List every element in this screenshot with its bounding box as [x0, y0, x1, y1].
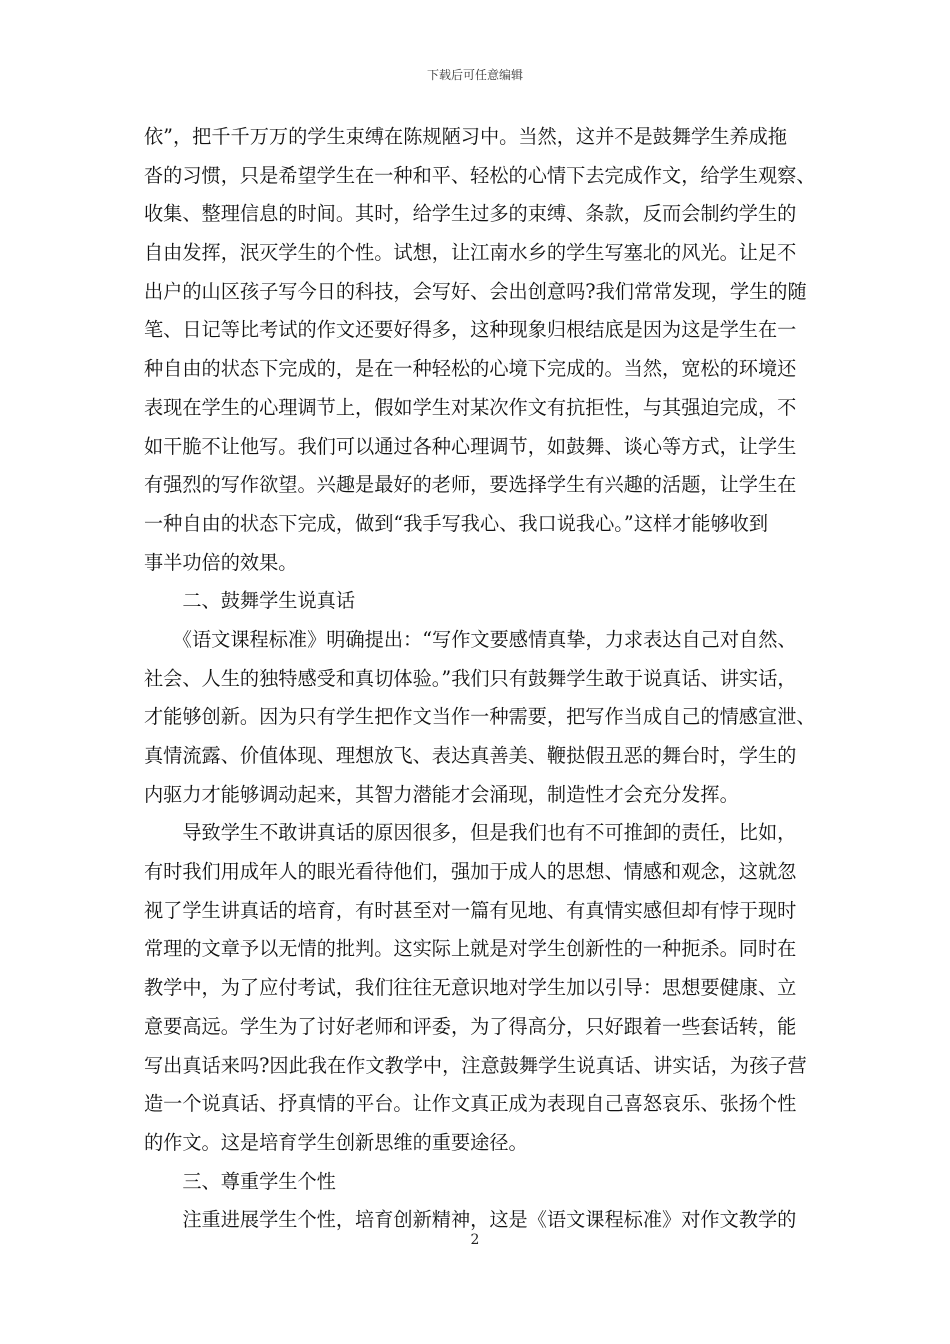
text-line: 笔、日记等比考试的作文还要好得多，这种现象归根结底是因为这是学生在一 — [144, 318, 797, 342]
text-line: 常理的文章予以无情的批判。这实际上就是对学生创新性的一种扼杀。同时在 — [144, 937, 797, 961]
page-header: 下载后可任意编辑 — [426, 68, 523, 82]
text-line: 表现在学生的心理调节上，假如学生对某次作文有抗拒性，与其强迫完成，不 — [144, 395, 797, 419]
section-heading: 二、鼓舞学生说真话 — [144, 589, 356, 613]
text-line: 自由发挥，泯灭学生的个性。试想，让江南水乡的学生写塞北的风光。让足不 — [144, 241, 797, 265]
text-line: 注重进展学生个性，培育创新精神，这是《语文课程标准》对作文教学的 — [144, 1208, 797, 1232]
text-line: 教学中，为了应付考试，我们往往无意识地对学生加以引导：思想要健康、立 — [144, 976, 797, 1000]
text-line: 视了学生讲真话的培育，有时甚至对一篇有见地、有真情实感但却有悖于现时 — [144, 898, 797, 922]
text-line: 出户的山区孩子写今日的科技，会写好、会出创意吗?我们常常发现，学生的随 — [144, 279, 807, 303]
text-line: 的作文。这是培育学生创新思维的重要途径。 — [144, 1130, 528, 1154]
text-line: 有强烈的写作欲望。兴趣是最好的老师，要选择学生有兴趣的活题，让学生在 — [144, 473, 797, 497]
text-line: 意要高远。学生为了讨好老师和评委，为了得高分，只好跟着一些套话转，能 — [144, 1014, 797, 1038]
page-number: 2 — [470, 1232, 480, 1248]
text-line: 收集、整理信息的时间。其时，给学生过多的束缚、条款，反而会制约学生的 — [144, 202, 797, 226]
text-line: 造一个说真话、抒真情的平台。让作文真正成为表现自己喜怒哀乐、张扬个性 — [144, 1092, 797, 1116]
section-heading: 三、尊重学生个性 — [144, 1169, 336, 1193]
text-line: 有时我们用成年人的眼光看待他们，强加于成人的思想、情感和观念，这就忽 — [144, 860, 797, 884]
text-line: 事半功倍的效果。 — [144, 550, 298, 574]
text-line: 一种自由的状态下完成，做到“我手写我心、我口说我心。”这样才能够收到 — [144, 511, 769, 535]
text-line: 内驱力才能够调动起来，其智力潜能才会涌现，制造性才会充分发挥。 — [144, 782, 739, 806]
text-line: 如干脆不让他写。我们可以通过各种心理调节，如鼓舞、谈心等方式，让学生 — [144, 434, 797, 458]
body-text — [144, 118, 816, 1240]
text-line: 种自由的状态下完成的，是在一种轻松的心境下完成的。当然，宽松的环境还 — [144, 357, 797, 381]
text-line: 《语文课程标准》明确提出：“写作文要感情真挚，力求表达自己对自然、 — [144, 627, 797, 651]
text-line: 才能够创新。因为只有学生把作文当作一种需要，把写作当成自己的情感宣泄、 — [144, 705, 816, 729]
text-line: 写出真话来吗?因此我在作文教学中，注意鼓舞学生说真话、讲实话，为孩子营 — [144, 1053, 807, 1077]
text-line: 依”，把千千万万的学生束缚在陈规陋习中。当然，这并不是鼓舞学生养成拖 — [144, 125, 787, 148]
text-line: 沓的习惯，只是希望学生在一种和平、轻松的心情下去完成作文，给学生观察、 — [144, 163, 816, 187]
text-line: 社会、人生的独特感受和真切体验。”我们只有鼓舞学生敢于说真话、讲实话， — [144, 666, 797, 690]
text-line: 导致学生不敢讲真话的原因很多，但是我们也有不可推卸的责任，比如， — [144, 821, 797, 845]
text-line: 真情流露、价值体现、理想放飞、表达真善美、鞭挞假丑恶的舞台时，学生的 — [144, 744, 797, 767]
